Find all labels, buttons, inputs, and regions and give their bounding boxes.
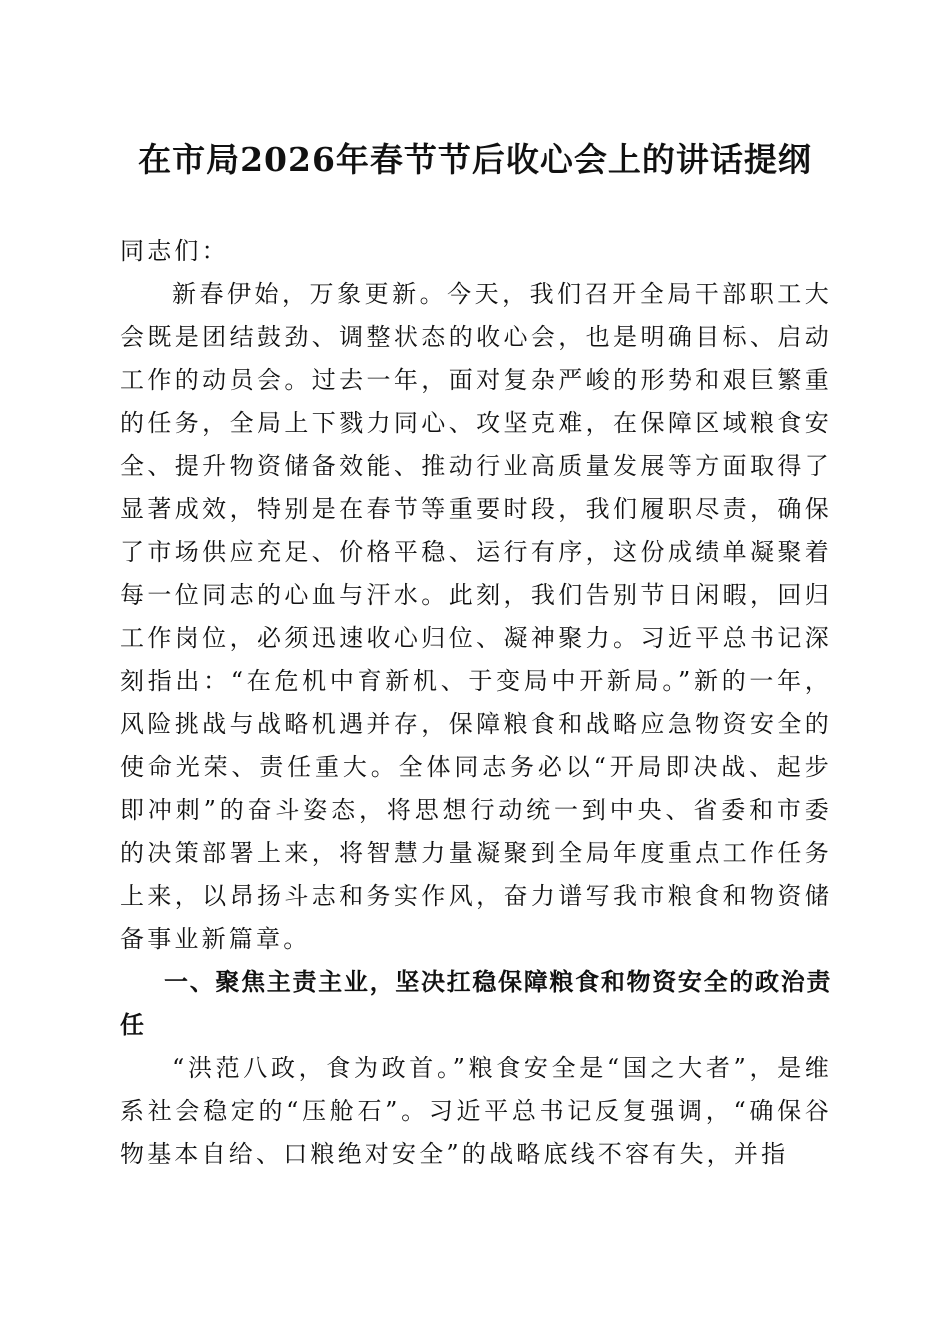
document-body bbox=[120, 230, 832, 1176]
salutation: 同志们： bbox=[120, 237, 229, 265]
section-heading-1: 一、聚焦主责主业，坚决扛稳保障粮食和物资安全的政治责任 bbox=[120, 968, 832, 1039]
document-title: 在市局2026年春节节后收心会上的讲话提纲 bbox=[138, 140, 812, 179]
intro-paragraph: 新春伊始，万象更新。今天，我们召开全局干部职工大会既是团结鼓劲、调整状态的收心会，也是明确目标、启动工作的动员会。过去一年，面对复杂严峻的形势和艰巨繁重的任务，全局上下戮力同心、攻坚克难，在保障区域粮食安全、提升物资储备效能、推动行业高质量发展等方面取得了显著成效，特别是在春节等重要时段，我们履职尽责，确保了市场供应充足、价格平稳、运行有序，这份成绩单凝聚着每一位同志的心血与汗水。此刻，我们告别节日闲暇，回归工作岗位，必须迅速收心归位、凝神聚力。习近平总书记深刻指出：“在危机中育新机、于变局中开新局。”新的一年，风险挑战与战略机遇并存，保障粮食和战略应急物资安全的使命光荣、责任重大。全体同志务必以“开局即决战、起步即冲刺”的奋斗姿态，将思想行动统一到中央、省委和市委的决策部署上来，将智慧力量凝聚到全局年度重点工作任务上来，以昂扬斗志和务实作风，奋力谱写我市粮食和物资储备事业新篇章。 bbox=[120, 280, 832, 953]
section-1-paragraph: “洪范八政，食为政首。”粮食安全是“国之大者”，是维系社会稳定的“压舱石”。习近平总书记反复强调，“确保谷物基本自给、口粮绝对安全”的战略底线不容有失，并指 bbox=[120, 1054, 832, 1168]
